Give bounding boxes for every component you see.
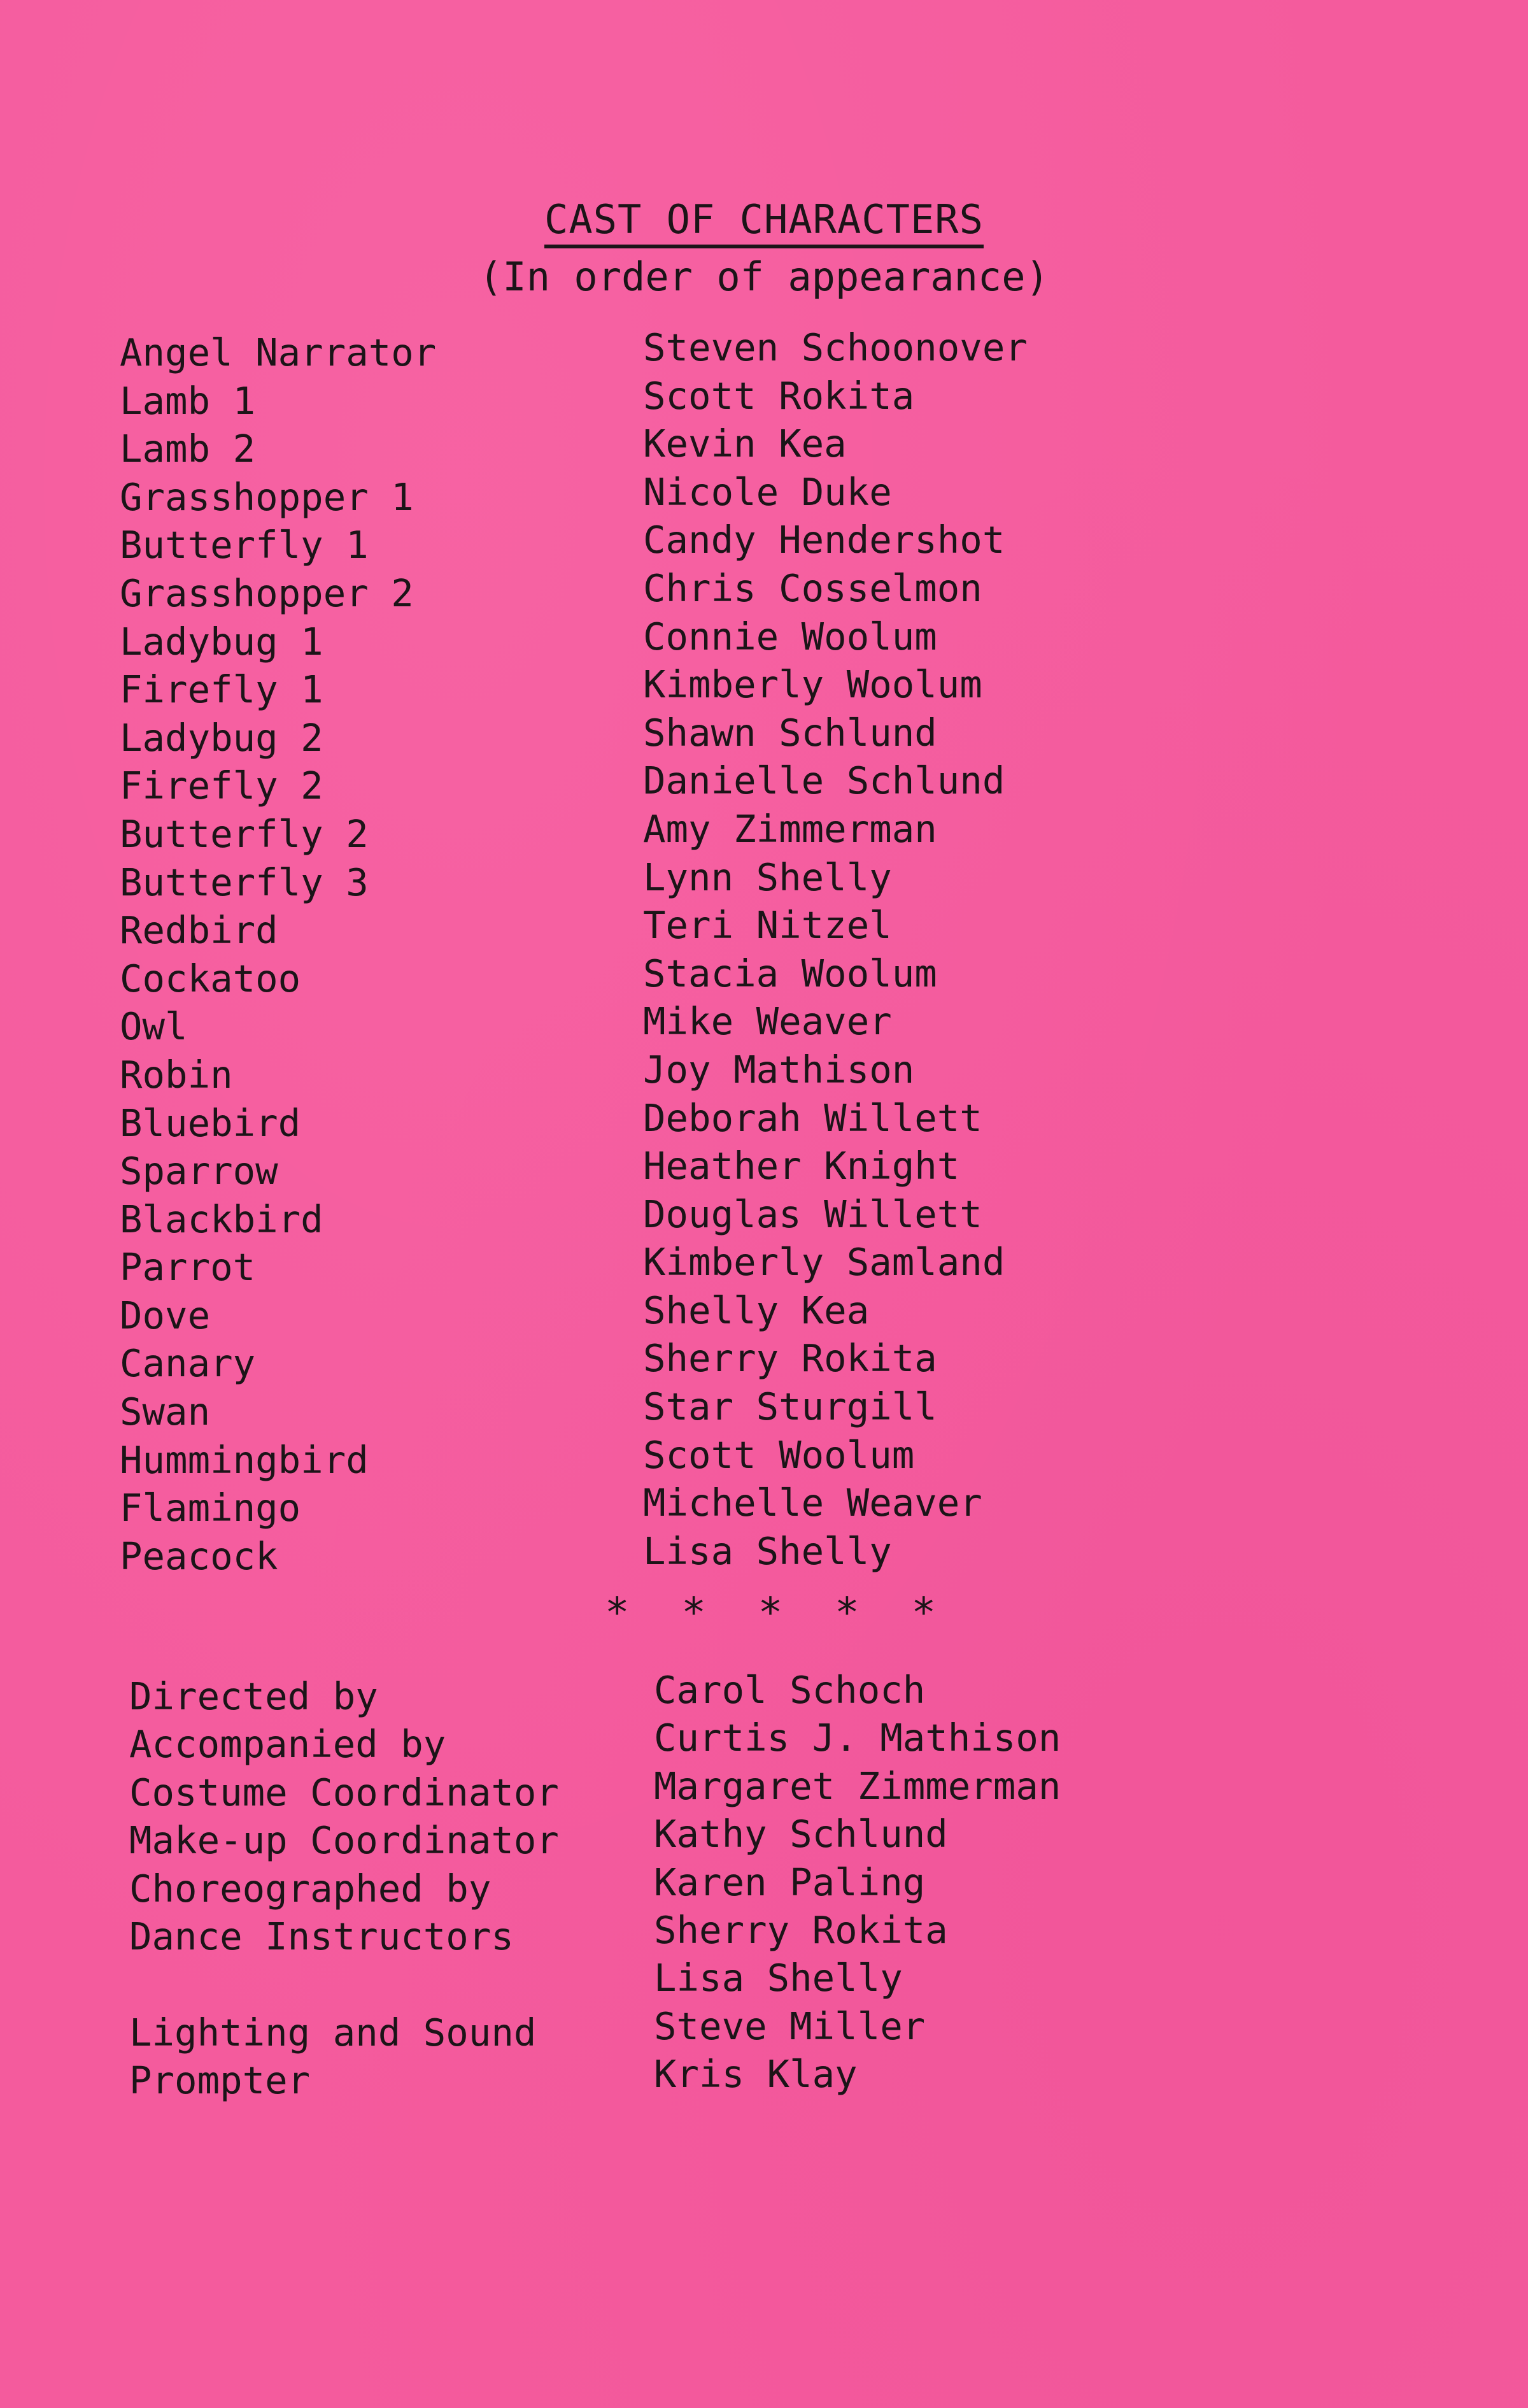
- cast-actor: Deborah Willett: [643, 1095, 982, 1140]
- cast-actor: Kevin Kea: [643, 422, 847, 466]
- cast-role: Firefly 2: [120, 764, 323, 808]
- cast-actor: Star Sturgill: [643, 1385, 937, 1429]
- page-subtitle: (In order of appearance): [479, 253, 1049, 300]
- cast-role: Butterfly 1: [120, 523, 369, 567]
- cast-roles-column: [120, 329, 436, 1580]
- cast-actor: Shelly Kea: [643, 1288, 870, 1332]
- cast-actor: Danielle Schlund: [643, 759, 1005, 803]
- cast-actor: Steven Schoonover: [643, 325, 1028, 369]
- cast-actor: Nicole Duke: [643, 469, 892, 514]
- separator-star: *: [681, 1590, 706, 1637]
- credit-role: Costume Coordinator: [129, 1770, 559, 1814]
- cast-role: Firefly 1: [120, 667, 323, 712]
- cast-actor: Chris Cosselmon: [643, 566, 982, 610]
- cast-actor: Amy Zimmerman: [643, 806, 937, 851]
- separator-star: *: [605, 1590, 630, 1637]
- cast-role: Bluebird: [120, 1101, 301, 1145]
- credit-name: Karen Paling: [654, 1860, 926, 1904]
- page-title: [0, 196, 1528, 248]
- separator-star: *: [835, 1590, 860, 1637]
- cast-actor: Kimberly Woolum: [643, 662, 982, 707]
- credit-name: Carol Schoch: [654, 1668, 926, 1712]
- cast-actor: Shawn Schlund: [643, 710, 937, 755]
- credit-role: Directed by: [129, 1674, 378, 1718]
- cast-actor: Teri Nitzel: [643, 903, 892, 948]
- separator-star: *: [911, 1590, 936, 1637]
- credit-name: Sherry Rokita: [654, 1907, 948, 1952]
- cast-role: Grasshopper 1: [120, 474, 414, 519]
- credits-roles-column: [129, 1672, 559, 2105]
- cast-role: Peacock: [120, 1534, 278, 1578]
- cast-role: Butterfly 3: [120, 860, 369, 904]
- credit-name: Kathy Schlund: [654, 1812, 948, 1856]
- cast-actor: Lynn Shelly: [643, 855, 892, 899]
- credit-name: Lisa Shelly: [654, 1956, 903, 2000]
- cast-actor: Mike Weaver: [643, 999, 892, 1044]
- credit-name: Margaret Zimmerman: [654, 1763, 1061, 1808]
- cast-actor: Connie Woolum: [643, 614, 937, 659]
- cast-actor: Lisa Shelly: [643, 1528, 892, 1573]
- cast-actor: Joy Mathison: [643, 1047, 915, 1092]
- cast-role: Butterfly 2: [120, 811, 369, 856]
- cast-role: Lamb 1: [120, 378, 256, 423]
- credit-role: Dance Instructors: [129, 1914, 514, 1958]
- title-text: CAST OF CHARACTERS: [544, 196, 984, 248]
- cast-actor: Kimberly Samland: [643, 1240, 1005, 1285]
- cast-role: Hummingbird: [120, 1437, 369, 1482]
- cast-role: Dove: [120, 1293, 211, 1337]
- cast-role: Sparrow: [120, 1149, 278, 1193]
- credit-role: Accompanied by: [129, 1722, 446, 1767]
- cast-role: Flamingo: [120, 1486, 301, 1530]
- cast-actor: Scott Rokita: [643, 373, 915, 418]
- cast-role: Swan: [120, 1390, 211, 1434]
- cast-role: Redbird: [120, 908, 278, 953]
- credit-role: Prompter: [129, 2058, 311, 2103]
- cast-role: Blackbird: [120, 1197, 323, 1241]
- credit-name: Steve Miller: [654, 2004, 926, 2048]
- credit-name: Kris Klay: [654, 2052, 858, 2097]
- credit-spacer: [129, 1960, 559, 2008]
- cast-role: Lamb 2: [120, 427, 256, 471]
- credits-names-column: [654, 1666, 1061, 2098]
- cast-role: Ladybug 2: [120, 715, 323, 760]
- cast-actor: Heather Knight: [643, 1144, 960, 1188]
- cast-actor: Sherry Rokita: [643, 1336, 937, 1381]
- cast-role: Ladybug 1: [120, 619, 323, 664]
- cast-role: Cockatoo: [120, 956, 301, 1001]
- cast-role: Parrot: [120, 1245, 256, 1290]
- credit-role: Make-up Coordinator: [129, 1818, 559, 1863]
- cast-role: Grasshopper 2: [120, 571, 414, 615]
- cast-role: Angel Narrator: [120, 331, 437, 374]
- cast-role: Canary: [120, 1341, 256, 1386]
- cast-actors-column: [643, 324, 1028, 1575]
- cast-actor: Douglas Willett: [643, 1192, 982, 1236]
- cast-role: Owl: [120, 1004, 188, 1049]
- credit-name: Curtis J. Mathison: [654, 1716, 1061, 1760]
- cast-role: Robin: [120, 1052, 233, 1097]
- separator-star: *: [758, 1590, 783, 1637]
- credit-role: Lighting and Sound: [129, 2010, 537, 2055]
- credit-role: Choreographed by: [129, 1866, 492, 1911]
- cast-actor: Candy Hendershot: [643, 518, 1005, 562]
- cast-actor: Stacia Woolum: [643, 951, 937, 995]
- cast-actor: Michelle Weaver: [643, 1481, 982, 1525]
- cast-actor: Scott Woolum: [643, 1432, 915, 1477]
- separator-stars: [605, 1591, 936, 1635]
